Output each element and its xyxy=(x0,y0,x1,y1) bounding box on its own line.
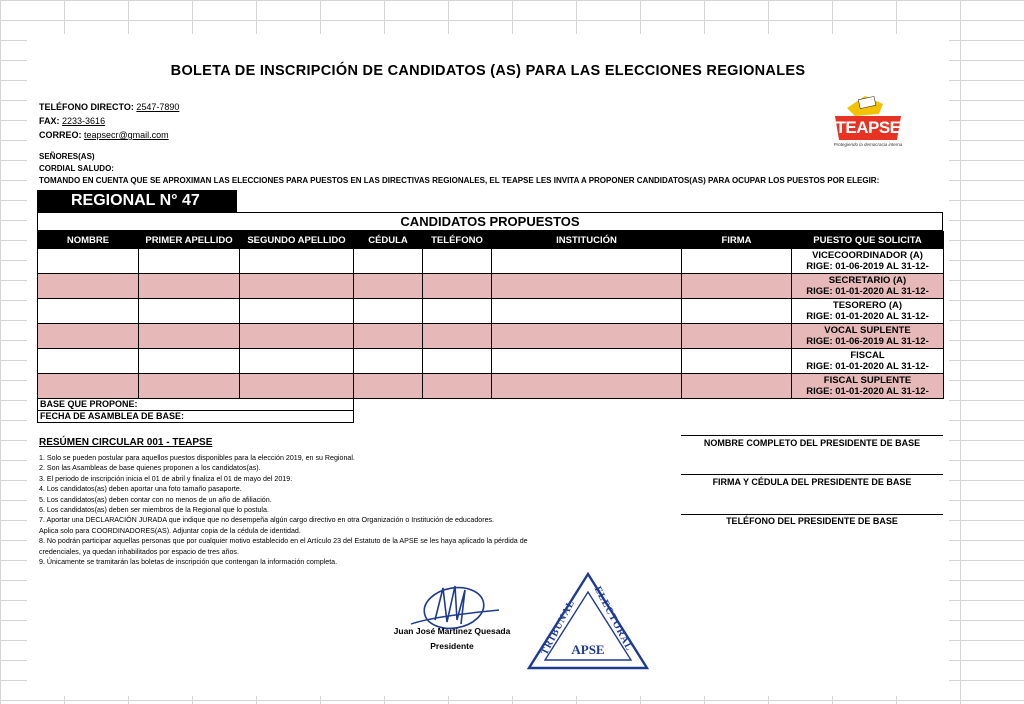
svg-text:ELECTORAL: ELECTORAL xyxy=(591,584,635,654)
greeting-line-2: CORDIAL SALUDO: xyxy=(39,164,114,173)
puesto-rige: RIGE: 01-01-2020 AL 31-12- xyxy=(806,311,929,322)
cell-cedula[interactable] xyxy=(354,324,423,349)
cell-puesto[interactable] xyxy=(792,299,944,324)
page-title: BOLETA DE INSCRIPCIÓN DE CANDIDATOS (AS) PARA LAS ELECCIONES REGIONALES xyxy=(170,63,806,79)
signature-line xyxy=(681,435,943,436)
resumen-item: Aplica solo para COORDINADORES(AS). Adjuntar copia de la cédula de identidad. xyxy=(39,526,301,535)
cell-primer-apellido[interactable] xyxy=(139,274,240,299)
fax-label: FAX: xyxy=(39,116,60,126)
presidente-nombre-label: NOMBRE COMPLETO DEL PRESIDENTE DE BASE xyxy=(703,438,921,448)
cell-institucion[interactable] xyxy=(492,249,682,274)
cell-puesto[interactable] xyxy=(792,349,944,374)
signature-line xyxy=(681,474,943,475)
regional-badge: REGIONAL N° 47 xyxy=(37,190,237,212)
cell-puesto[interactable] xyxy=(792,249,944,274)
cell-puesto[interactable] xyxy=(792,374,944,399)
cell-telefono[interactable] xyxy=(423,349,492,374)
col-primer-apellido: PRIMER APELLIDO xyxy=(139,232,240,249)
puesto-name: VICECOORDINADOR (A) xyxy=(812,249,923,261)
resumen-item: 8. No podrán participar aquellas personas que por cualquier motivo establecido en el Artículo 23 del Estatuto de la APSE se les haya aplicado la pérdida de xyxy=(39,537,528,546)
cell-firma[interactable] xyxy=(682,324,792,349)
cell-primer-apellido[interactable] xyxy=(139,249,240,274)
presidente-firma-label: FIRMA Y CÉDULA DEL PRESIDENTE DE BASE xyxy=(712,477,912,487)
col-firma: FIRMA xyxy=(682,232,792,249)
greeting-line-3: TOMANDO EN CUENTA QUE SE APROXIMAN LAS ELECCIONES PARA PUESTOS EN LAS DIRECTIVAS REGIONALES, EL TEAPSE LES INVITA A PROPONER CANDIDATOS(AS) PARA OCUPAR LOS PUESTOS POR ELEGIR: xyxy=(39,176,880,185)
table-row xyxy=(38,249,944,274)
cell-telefono[interactable] xyxy=(423,299,492,324)
cell-primer-apellido[interactable] xyxy=(139,374,240,399)
greeting-line-1: SEÑORES(AS) xyxy=(39,152,95,161)
puesto-name: FISCAL SUPLENTE xyxy=(823,374,912,386)
col-nombre: NOMBRE xyxy=(38,232,139,249)
cell-nombre[interactable] xyxy=(38,324,139,349)
cell-nombre[interactable] xyxy=(38,349,139,374)
president-name: Juan José Martínez Quesada xyxy=(393,626,511,636)
col-cedula: CÉDULA xyxy=(354,232,423,249)
resumen-title: RESÚMEN CIRCULAR 001 - TEAPSE xyxy=(39,437,213,448)
greeting-block xyxy=(39,151,879,187)
teapse-logo xyxy=(825,94,911,158)
resumen-item: 3. El periodo de inscripción inicia el 01 de abril y finaliza el 01 de mayo del 2019. xyxy=(39,474,293,483)
table-row xyxy=(38,374,944,399)
fax-link[interactable]: 2233-3616 xyxy=(62,116,106,126)
resumen-item: 9. Únicamente se tramitarán las boletas de inscripción que contengan la información completa. xyxy=(39,558,338,567)
phone-link[interactable]: 2547-7890 xyxy=(136,102,180,112)
spreadsheet-page xyxy=(27,34,949,696)
table-row xyxy=(38,324,944,349)
cell-telefono[interactable] xyxy=(423,249,492,274)
cell-institucion[interactable] xyxy=(492,374,682,399)
email-link[interactable]: teapsecr@gmail.com xyxy=(84,130,169,140)
resumen-item: credenciales, ya quedan inhabilitados por espacio de tres años. xyxy=(39,547,239,556)
table-header-row xyxy=(38,232,944,249)
puesto-rige: RIGE: 01-01-2020 AL 31-12- xyxy=(806,386,929,397)
cell-institucion[interactable] xyxy=(492,349,682,374)
cell-nombre[interactable] xyxy=(38,249,139,274)
cell-telefono[interactable] xyxy=(423,374,492,399)
puesto-rige: RIGE: 01-06-2019 AL 31-12- xyxy=(806,336,929,347)
puesto-name: TESORERO (A) xyxy=(832,299,903,311)
cell-institucion[interactable] xyxy=(492,324,682,349)
cell-puesto[interactable] xyxy=(792,274,944,299)
cell-telefono[interactable] xyxy=(423,274,492,299)
candidates-table xyxy=(37,231,944,399)
puesto-name: SECRETARIO (A) xyxy=(828,274,907,286)
cell-cedula[interactable] xyxy=(354,374,423,399)
cell-firma[interactable] xyxy=(682,249,792,274)
cell-firma[interactable] xyxy=(682,374,792,399)
resumen-item: 7. Aportar una DECLARACIÓN JURADA que indique que no desempeña algún cargo directivo en otra Organización o Institución de educadores. xyxy=(39,516,495,525)
president-role: Presidente xyxy=(430,641,474,651)
tribunal-electoral-seal xyxy=(527,570,651,672)
puesto-name: VOCAL SUPLENTE xyxy=(824,324,911,336)
logo-tagline: Protegiendo la democracia interna xyxy=(833,142,903,147)
resumen-list xyxy=(39,453,559,567)
logo-text: TEAPSE xyxy=(835,118,901,137)
cell-primer-apellido[interactable] xyxy=(139,299,240,324)
cell-segundo-apellido[interactable] xyxy=(240,324,354,349)
svg-text:TRIBUNAL: TRIBUNAL xyxy=(539,597,578,657)
candidates-title: CANDIDATOS PROPUESTOS xyxy=(37,212,943,231)
resumen-item: 6. Los candidatos(as) deben ser miembros de la Regional que lo postula. xyxy=(39,506,269,515)
cell-telefono[interactable] xyxy=(423,324,492,349)
table-row xyxy=(38,349,944,374)
resumen-item: 1. Solo se pueden postular para aquellos puestos disponibles para la elección 2019, en su Regional. xyxy=(39,454,355,462)
cell-cedula[interactable] xyxy=(354,299,423,324)
base-info-table xyxy=(37,398,354,423)
presidente-telefono-label: TELÉFONO DEL PRESIDENTE DE BASE xyxy=(726,516,898,526)
table-row xyxy=(38,274,944,299)
cell-cedula[interactable] xyxy=(354,274,423,299)
puesto-rige: RIGE: 01-01-2020 AL 31-12- xyxy=(806,361,929,372)
cell-primer-apellido[interactable] xyxy=(139,349,240,374)
cell-nombre[interactable] xyxy=(38,299,139,324)
cell-nombre[interactable] xyxy=(38,374,139,399)
base-propone-field[interactable]: BASE QUE PROPONE: xyxy=(38,399,354,411)
puesto-rige: RIGE: 01-06-2019 AL 31-12- xyxy=(806,261,929,272)
signature-line xyxy=(681,514,943,515)
resumen-item: 4. Los candidatos(as) deben aportar una foto tamaño pasaporte. xyxy=(39,485,242,494)
fecha-asamblea-field[interactable]: FECHA DE ASAMBLEA DE BASE: xyxy=(38,411,354,423)
col-segundo-apellido: SEGUNDO APELLIDO xyxy=(240,232,354,249)
cell-nombre[interactable] xyxy=(38,274,139,299)
cell-institucion[interactable] xyxy=(492,274,682,299)
contact-block xyxy=(39,100,179,142)
cell-firma[interactable] xyxy=(682,299,792,324)
cell-segundo-apellido[interactable] xyxy=(240,249,354,274)
cell-primer-apellido[interactable] xyxy=(139,324,240,349)
email-label: CORREO: xyxy=(39,130,82,140)
cell-segundo-apellido[interactable] xyxy=(240,274,354,299)
cell-firma[interactable] xyxy=(682,274,792,299)
cell-puesto[interactable] xyxy=(792,324,944,349)
svg-text:APSE: APSE xyxy=(571,642,605,657)
cell-institucion[interactable] xyxy=(492,299,682,324)
cell-segundo-apellido[interactable] xyxy=(240,349,354,374)
phone-label: TELÉFONO DIRECTO: xyxy=(39,102,134,112)
cell-firma[interactable] xyxy=(682,349,792,374)
cell-segundo-apellido[interactable] xyxy=(240,374,354,399)
cell-cedula[interactable] xyxy=(354,349,423,374)
puesto-name: FISCAL xyxy=(850,349,885,361)
resumen-item: 5. Los candidatos(as) deben contar con no menos de un año de afiliación. xyxy=(39,495,272,504)
col-telefono: TELÉFONO xyxy=(423,232,492,249)
puesto-rige: RIGE: 01-01-2020 AL 31-12- xyxy=(806,286,929,297)
resumen-item: 2. Son las Asambleas de base quienes proponen a los candidatos(as). xyxy=(39,464,261,473)
cell-segundo-apellido[interactable] xyxy=(240,299,354,324)
col-puesto: PUESTO QUE SOLICITA xyxy=(792,232,944,249)
cell-cedula[interactable] xyxy=(354,249,423,274)
table-row xyxy=(38,299,944,324)
col-institucion: INSTITUCIÓN xyxy=(492,232,682,249)
